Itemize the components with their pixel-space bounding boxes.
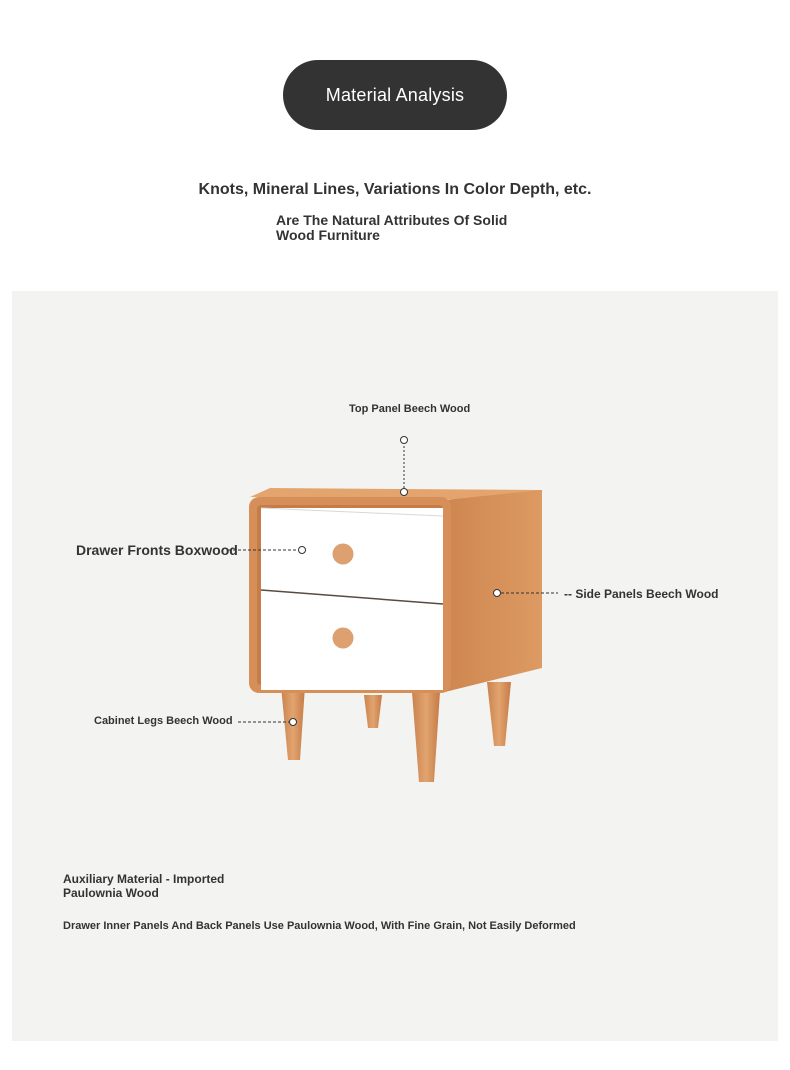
top-panel-label: Top Panel Beech Wood (349, 403, 471, 415)
cabinet-side-panel (445, 490, 542, 692)
leg-back-right (487, 682, 511, 746)
drawer-knob-bottom (333, 628, 354, 649)
section-subnote: Are The Natural Attributes Of Solid Wood Furniture (276, 212, 508, 243)
material-analysis-label: Material Analysis (325, 84, 465, 105)
auxiliary-material-description: Drawer Inner Panels And Back Panels Use Paulownia Wood, With Fine Grain, Not Easily Deformed (63, 920, 576, 932)
drawer-knob-top (333, 544, 354, 565)
leg-front-right (412, 692, 440, 782)
cabinet-legs-label: Cabinet Legs Beech Wood (94, 715, 233, 727)
section-subtitle: Knots, Mineral Lines, Variations In Color Depth, etc. (198, 181, 592, 198)
leg-back-mid (364, 695, 382, 728)
drawer-fronts-label: Drawer Fronts Boxwood (76, 542, 238, 558)
side-panels-label: -- Side Panels Beech Wood (564, 587, 719, 601)
auxiliary-material-title: Auxiliary Material - Imported Paulownia Wood (63, 872, 225, 900)
